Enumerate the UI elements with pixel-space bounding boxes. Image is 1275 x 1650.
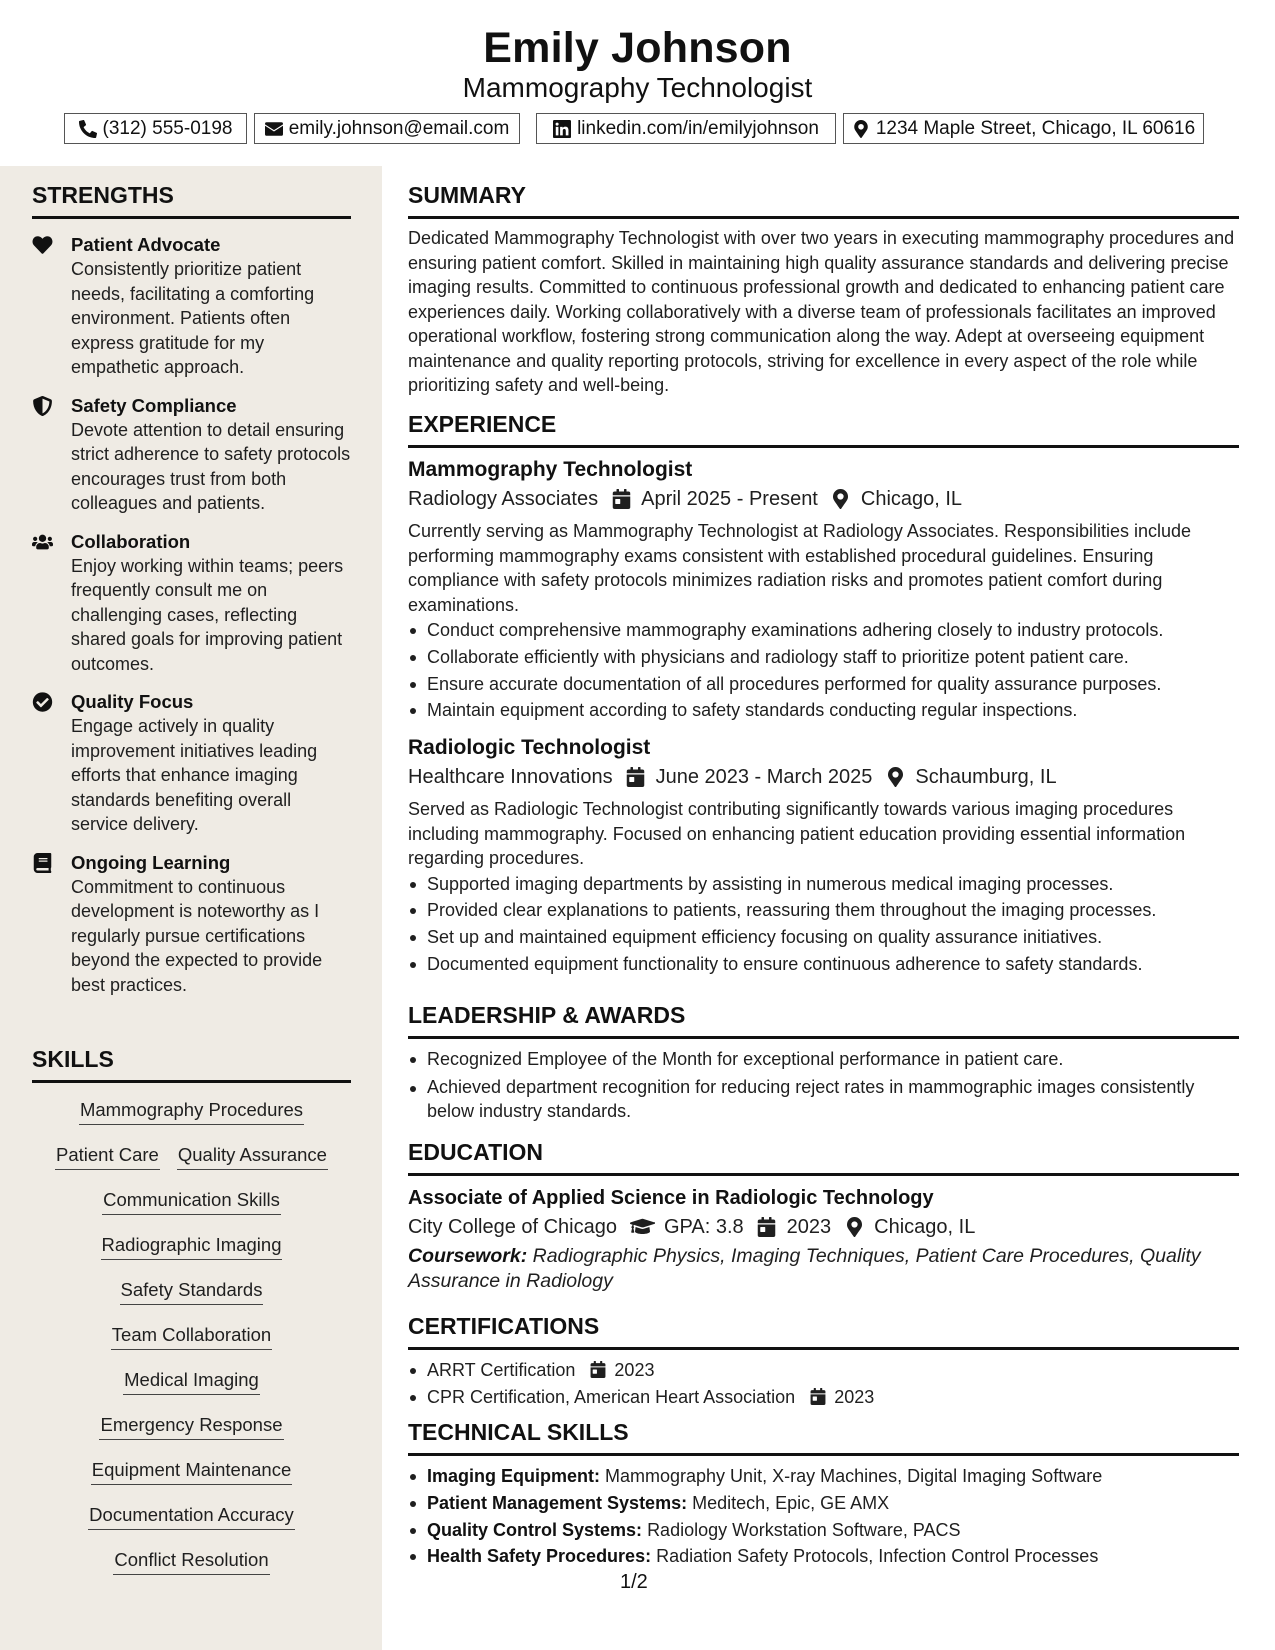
leadership-item: Recognized Employee of the Month for exceptional performance in patient care. [408, 1046, 1239, 1073]
linkedin-icon [553, 120, 571, 138]
technical-skill-label: Patient Management Systems: [427, 1492, 688, 1513]
calendar-icon [610, 488, 632, 510]
job-location: Chicago, IL [860, 488, 963, 510]
technical-skill-item [408, 1543, 1239, 1570]
job-meta [408, 484, 1239, 514]
strength-item [32, 530, 351, 677]
contact-phone[interactable] [64, 113, 247, 144]
skill-tag: Team Collaboration [111, 1322, 272, 1350]
certification-year: 2023 [614, 1360, 655, 1380]
job-description: Served as Radiologic Technologist contributing significantly towards various imaging procedures including mammography. Focused on enhancing patient education providing essential information regarding procedures. [408, 799, 1186, 869]
strength-description: Consistently prioritize patient needs, facilitating a comforting environment. Patients often express gratitude for my empathetic approach. [71, 259, 315, 377]
summary-text: Dedicated Mammography Technologist with over two years in executing mammography procedures and ensuring patient comfort. Skilled in maintaining high quality assurance standards and delivering precise imaging results. Committed to continuous professional growth and dedicated to enhancing patient care experiences daily. Working collaboratively with a diverse team of professionals facilitates an improved operational workflow, fostering strong communication along the way. Adept at overseeing equipment maintenance and quality reporting protocols, striving for excellence in every aspect of the role while prioritizing safety and well-being. [408, 228, 1235, 395]
technical-skill-item [408, 1490, 1239, 1517]
resume-header [0, 0, 1275, 166]
skill-tag: Conflict Resolution [113, 1547, 269, 1575]
phone-text: (312) 555-0198 [102, 117, 233, 139]
certifications-heading: CERTIFICATIONS [408, 1313, 1239, 1350]
address-text: 1234 Maple Street, Chicago, IL 60616 [875, 117, 1196, 139]
strength-title: Quality Focus [71, 691, 194, 712]
skill-tag: Equipment Maintenance [91, 1457, 293, 1485]
education-section [408, 1139, 1239, 1293]
job-company: Radiology Associates [408, 488, 599, 510]
calendar-icon [810, 1386, 827, 1403]
strength-item [32, 394, 351, 516]
skill-tag: Patient Care [55, 1142, 160, 1170]
job-bullet: Provided clear explanations to patients, reassuring them throughout the imaging processes. [408, 897, 1239, 924]
certification-name: ARRT Certification [427, 1360, 576, 1380]
graduation-cap-icon [629, 1216, 655, 1238]
page-number: 1/2 [620, 1571, 648, 1593]
technical-skill-value: Radiology Workstation Software, PACS [647, 1519, 961, 1540]
certifications-list [408, 1357, 1239, 1411]
candidate-title: Mammography Technologist [462, 72, 813, 103]
map-marker-icon [830, 488, 852, 510]
strength-title: Patient Advocate [71, 234, 221, 255]
summary-section [408, 182, 1239, 398]
strengths-heading: STRENGTHS [32, 182, 351, 219]
contact-linkedin[interactable] [536, 113, 836, 144]
phone-icon [79, 120, 97, 138]
coursework-label: Coursework: [408, 1245, 528, 1267]
strength-description: Commitment to continuous development is noteworthy as I regularly pursue certifications beyond the expected to provide best practices. [71, 876, 323, 995]
strength-title: Collaboration [71, 530, 191, 552]
technical-skill-value: Meditech, Epic, GE AMX [692, 1492, 890, 1513]
skill-tag: Medical Imaging [123, 1367, 260, 1395]
technical-skills-heading: TECHNICAL SKILLS [408, 1419, 1239, 1456]
degree-title: Associate of Applied Science in Radiologic Technology [408, 1187, 934, 1209]
technical-skill-label: Quality Control Systems: [427, 1519, 643, 1540]
job-location: Schaumburg, IL [915, 766, 1057, 789]
contact-address [843, 113, 1204, 144]
calendar-icon [590, 1359, 607, 1376]
leadership-heading: LEADERSHIP & AWARDS [408, 1002, 1239, 1039]
education-location: Chicago, IL [874, 1216, 976, 1238]
strength-title: Safety Compliance [71, 394, 237, 416]
contact-email[interactable] [254, 113, 520, 144]
leadership-section [408, 1002, 1239, 1124]
skill-tag: Documentation Accuracy [88, 1502, 295, 1530]
job-meta [408, 762, 1239, 792]
strength-description: Engage actively in quality improvement initiatives leading efforts that enhance imaging standards benefiting overall service delivery. [71, 716, 318, 834]
coursework-text: Radiographic Physics, Imaging Techniques, Patient Care Procedures, Quality Assurance in Radiology [408, 1245, 1201, 1292]
job-dates: April 2025 - Present [641, 488, 818, 510]
job-bullets [408, 871, 1239, 978]
job-bullet: Documented equipment functionality to ensure continuous adherence to safety standards. [408, 951, 1239, 978]
certifications-section [408, 1313, 1239, 1411]
strengths-section [32, 182, 351, 997]
skill-tag: Quality Assurance [177, 1142, 328, 1170]
contact-row [0, 113, 1275, 145]
coursework [408, 1244, 1239, 1293]
skill-tag: Safety Standards [120, 1277, 264, 1305]
technical-skill-value: Radiation Safety Protocols, Infection Control Processes [656, 1546, 1099, 1567]
technical-skill-label: Health Safety Procedures: [427, 1546, 652, 1567]
skill-tag: Mammography Procedures [79, 1097, 304, 1125]
envelope-icon [265, 120, 283, 138]
technical-skill-value: Mammography Unit, X-ray Machines, Digital Imaging Software [605, 1466, 1103, 1486]
technical-skills-section [408, 1419, 1239, 1570]
book-icon [32, 853, 54, 873]
map-marker-icon [852, 120, 870, 138]
experience-heading: EXPERIENCE [408, 411, 1239, 448]
technical-skills-list [408, 1463, 1239, 1570]
technical-skill-item [408, 1517, 1239, 1544]
candidate-name: Emily Johnson [483, 24, 792, 72]
leadership-item: Achieved department recognition for reducing reject rates in mammographic images consistently below industry standards. [408, 1075, 1239, 1124]
job-bullet: Maintain equipment according to safety standards conducting regular inspections. [408, 697, 1239, 724]
education-meta [408, 1212, 1239, 1242]
job-entry [408, 734, 1239, 978]
job-entry [408, 456, 1239, 724]
job-bullet: Ensure accurate documentation of all procedures performed for quality assurance purposes. [408, 671, 1239, 698]
certification-item [408, 1357, 1239, 1384]
map-marker-icon [843, 1216, 865, 1238]
skill-tag: Radiographic Imaging [101, 1232, 283, 1260]
skill-tag: Emergency Response [99, 1412, 283, 1440]
job-bullet: Supported imaging departments by assisting in numerous medical imaging processes. [408, 871, 1239, 898]
skills-section [32, 1046, 351, 1592]
education-year: 2023 [786, 1216, 832, 1238]
check-circle-icon [32, 692, 54, 712]
education-gpa: GPA: 3.8 [664, 1216, 744, 1238]
education-heading: EDUCATION [408, 1139, 1239, 1176]
certification-year: 2023 [834, 1386, 875, 1407]
job-bullet: Collaborate efficiently with physicians and radiology staff to prioritize potent patient care. [408, 644, 1239, 671]
heart-icon [32, 235, 54, 255]
skill-tag: Communication Skills [102, 1187, 281, 1215]
certification-name: CPR Certification, American Heart Association [427, 1386, 796, 1407]
email-text: emily.johnson@email.com [288, 117, 510, 139]
shield-icon [32, 396, 54, 416]
summary-heading: SUMMARY [408, 182, 1239, 219]
job-dates: June 2023 - March 2025 [655, 766, 873, 789]
strength-item [32, 233, 351, 380]
job-bullet: Conduct comprehensive mammography examinations adhering closely to industry protocols. [408, 617, 1239, 644]
job-company: Healthcare Innovations [408, 766, 613, 789]
certification-item [408, 1384, 1239, 1411]
job-description: Currently serving as Mammography Technologist at Radiology Associates. Responsibilities include performing mammography exams consistent with established procedural guidelines. Ensuring compliance with safety protocols minimizes radiation risks and promotes patient comfort during examinations. [408, 521, 1192, 615]
calendar-icon [625, 766, 647, 788]
skills-heading: SKILLS [32, 1046, 351, 1083]
technical-skill-item [408, 1463, 1239, 1490]
map-marker-icon [884, 766, 906, 788]
calendar-icon [756, 1216, 778, 1238]
leadership-list [408, 1046, 1239, 1124]
sidebar [0, 166, 382, 1650]
job-title: Radiologic Technologist [408, 736, 651, 760]
strength-item [32, 851, 351, 998]
job-bullet: Set up and maintained equipment efficiency focusing on quality assurance initiatives. [408, 924, 1239, 951]
job-title: Mammography Technologist [408, 458, 693, 481]
school-name: City College of Chicago [408, 1216, 617, 1238]
experience-section [408, 411, 1239, 978]
job-bullets [408, 617, 1239, 724]
strength-description: Devote attention to detail ensuring strict adherence to safety protocols encourages trust from both colleagues and patients. [71, 419, 351, 513]
strength-description: Enjoy working within teams; peers frequently consult me on challenging cases, reflecting shared goals for improving patient outcomes. [71, 555, 344, 674]
strength-title: Ongoing Learning [71, 851, 231, 873]
linkedin-text: linkedin.com/in/emilyjohnson [577, 117, 819, 139]
strength-item [32, 690, 351, 837]
users-icon [32, 532, 54, 552]
skill-list [32, 1097, 351, 1592]
technical-skill-label: Imaging Equipment: [427, 1466, 600, 1486]
